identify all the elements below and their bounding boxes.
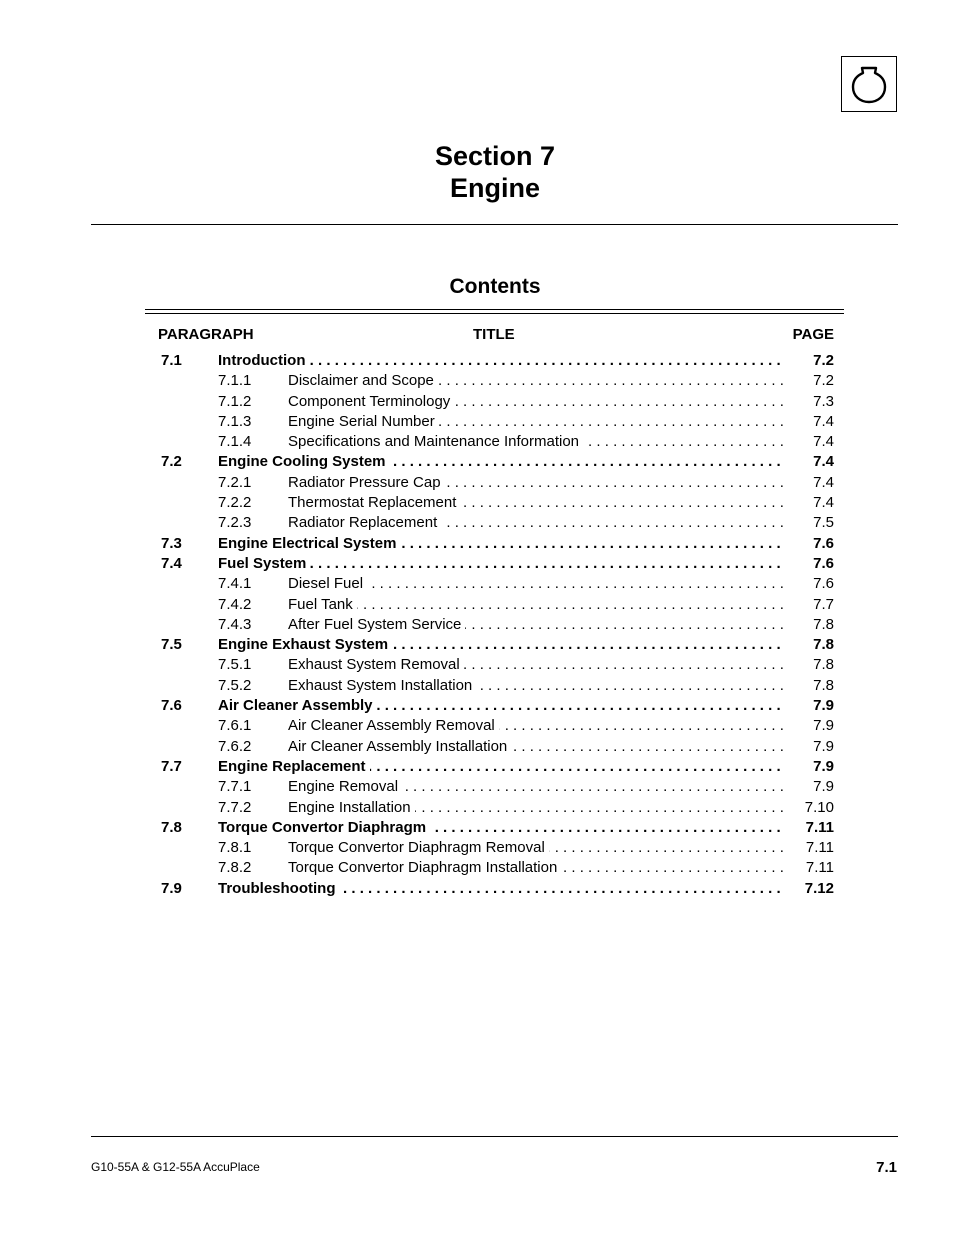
column-header-paragraph: PARAGRAPH [158, 326, 254, 343]
footer-divider [91, 1136, 898, 1137]
toc-entry-page: 7.12 [804, 879, 834, 897]
toc-entry-number: 7.7.1 [218, 778, 252, 796]
toc-entry-leader [288, 777, 784, 797]
toc-entry[interactable] [0, 392, 954, 412]
toc-entry-title: Radiator Replacement [288, 514, 441, 531]
contents-rule-top [145, 309, 844, 310]
toc-entry-title: Torque Convertor Diaphragm [218, 819, 430, 836]
column-header-page: PAGE [792, 326, 834, 343]
toc-entry-title: Fuel System [218, 555, 310, 572]
toc-entry-leader [288, 655, 784, 675]
toc-entry-page: 7.2 [813, 352, 834, 369]
toc-entry-title: Troubleshooting [218, 880, 340, 897]
toc-entry-leader [288, 392, 784, 412]
toc-entry[interactable] [0, 716, 954, 736]
toc-entry-leader [288, 716, 784, 736]
toc-entry-leader [288, 615, 784, 635]
section-name: Engine [449, 173, 540, 203]
toc-entry-title: Exhaust System Removal [288, 656, 464, 673]
toc-entry-number: 7.1.4 [218, 433, 252, 451]
toc-entry-page: 7.8 [813, 615, 834, 633]
toc-entry-number: 7.8.1 [218, 839, 252, 857]
toc-entry-title: Engine Exhaust System [218, 636, 392, 653]
footer-page-number: 7.1 [876, 1159, 897, 1176]
toc-entry-page: 7.4 [813, 412, 834, 430]
toc-entry[interactable] [0, 818, 954, 838]
toc-entry-title: Component Terminology [288, 393, 454, 410]
toc-entry-title: Torque Convertor Diaphragm Removal [288, 839, 549, 856]
toc-entry-number: 7.7.2 [218, 798, 252, 816]
toc-entry-title: Thermostat Replacement [288, 494, 460, 511]
toc-entry-number: 7.4 [161, 554, 182, 572]
toc-entry-page: 7.11 [805, 859, 834, 877]
toc-entry-number: 7.4.2 [218, 595, 252, 613]
section-label: Section 7 [434, 141, 556, 171]
toc-entry[interactable] [0, 432, 954, 452]
toc-entry-title: Engine Serial Number [288, 413, 439, 430]
toc-entry-number: 7.8.2 [218, 859, 252, 877]
toc-entry-page: 7.6 [813, 534, 834, 552]
engine-icon [841, 56, 897, 112]
toc-entry-title: Engine Installation [288, 799, 415, 816]
header-divider [91, 224, 898, 225]
toc-entry-title: Torque Convertor Diaphragm Installation [288, 859, 561, 876]
toc-entry[interactable] [0, 371, 954, 391]
toc-entry-number: 7.8 [161, 818, 182, 836]
toc-entry[interactable] [0, 635, 954, 655]
toc-entry-leader [218, 534, 784, 554]
toc-entry-number: 7.5.2 [218, 676, 252, 694]
toc-entry-page: 7.9 [813, 778, 834, 796]
toc-entry-page: 7.9 [813, 697, 834, 715]
toc-entry[interactable] [0, 513, 954, 533]
toc-entry[interactable] [0, 696, 954, 716]
toc-entry[interactable] [0, 676, 954, 696]
toc-entry-leader [218, 351, 784, 371]
toc-entry-number: 7.9 [161, 879, 182, 897]
toc-entry-leader [288, 858, 784, 878]
toc-entry[interactable] [0, 534, 954, 554]
toc-entry[interactable] [0, 473, 954, 493]
toc-entry-page: 7.8 [813, 676, 834, 694]
toc-entry-title: Air Cleaner Assembly Removal [288, 717, 499, 734]
toc-entry[interactable] [0, 554, 954, 574]
toc-entry-title: Fuel Tank [288, 596, 357, 613]
toc-entry[interactable] [0, 452, 954, 472]
toc-entry-leader [288, 595, 784, 615]
toc-entry-page: 7.5 [813, 514, 834, 532]
toc-entry-number: 7.2.1 [218, 473, 252, 491]
toc-entry-page: 7.4 [813, 473, 834, 491]
toc-entry[interactable] [0, 798, 954, 818]
toc-entry-leader [288, 371, 784, 391]
toc-entry-leader [218, 554, 784, 574]
toc-entry-number: 7.2.3 [218, 514, 252, 532]
contents-heading: Contents [449, 275, 541, 298]
toc-entry-leader [288, 737, 784, 757]
toc-entry-title: Engine Removal [288, 778, 402, 795]
toc-entry[interactable] [0, 858, 954, 878]
toc-entry-number: 7.1 [161, 352, 182, 369]
toc-entry-page: 7.4 [813, 433, 834, 451]
toc-entry-number: 7.6 [161, 697, 182, 715]
toc-entry-title: Engine Cooling System [218, 453, 390, 470]
toc-entry-page: 7.9 [813, 737, 834, 755]
toc-entry-leader [218, 879, 784, 899]
toc-entry-page: 7.7 [813, 595, 834, 613]
toc-entry-title: Engine Replacement [218, 758, 370, 775]
toc-entry-number: 7.6.1 [218, 717, 252, 735]
toc-entry[interactable] [0, 655, 954, 675]
toc-entry-page: 7.3 [813, 392, 834, 410]
toc-entry-title: After Fuel System Service [288, 616, 465, 633]
toc-entry[interactable] [0, 574, 954, 594]
toc-entry-title: Disclaimer and Scope [288, 372, 438, 389]
toc-entry-page: 7.6 [813, 575, 834, 593]
toc-entry-title: Exhaust System Installation [288, 677, 476, 694]
toc-entry-page: 7.4 [813, 494, 834, 512]
toc-entry-page: 7.4 [813, 453, 834, 471]
toc-entry-leader [218, 757, 784, 777]
toc-entry-leader [288, 493, 784, 513]
toc-entry-title: Engine Electrical System [218, 535, 400, 552]
toc-entry-leader [218, 452, 784, 472]
toc-entry-leader [288, 513, 784, 533]
toc-entry-page: 7.2 [813, 372, 834, 390]
toc-entry-title: Introduction [218, 352, 309, 369]
toc-entry[interactable] [0, 777, 954, 797]
toc-entry-leader [288, 574, 784, 594]
toc-entry-number: 7.2 [161, 453, 182, 471]
toc-entry-leader [218, 818, 784, 838]
toc-entry-page: 7.8 [813, 636, 834, 654]
toc-entry-page: 7.10 [804, 798, 834, 816]
toc-entry[interactable] [0, 493, 954, 513]
toc-entry-leader [288, 676, 784, 696]
toc-entry[interactable] [0, 412, 954, 432]
toc-entry-leader [218, 696, 784, 716]
toc-entry[interactable] [0, 595, 954, 615]
table-of-contents [0, 351, 954, 899]
toc-entry-leader [288, 838, 784, 858]
toc-entry-leader [288, 798, 784, 818]
toc-entry-leader [218, 635, 784, 655]
toc-entry-title: Radiator Pressure Cap [288, 474, 445, 491]
toc-entry-page: 7.9 [813, 757, 834, 775]
column-header-title: TITLE [473, 326, 515, 343]
toc-entry-number: 7.7 [161, 757, 182, 775]
toc-entry-number: 7.6.2 [218, 737, 252, 755]
toc-entry-number: 7.1.2 [218, 392, 252, 410]
toc-entry-page: 7.9 [813, 717, 834, 735]
toc-entry-number: 7.4.3 [218, 615, 252, 633]
toc-entry-page: 7.6 [813, 554, 834, 572]
footer-model: G10-55A & G12-55A AccuPlace [91, 1160, 260, 1174]
toc-entry-leader [288, 473, 784, 493]
toc-entry-title: Diesel Fuel [288, 575, 367, 592]
toc-entry-number: 7.5 [161, 636, 182, 654]
toc-entry-number: 7.1.3 [218, 412, 252, 430]
toc-entry[interactable] [0, 879, 954, 899]
toc-entry[interactable] [0, 615, 954, 635]
toc-entry-number: 7.5.1 [218, 656, 252, 674]
toc-entry-page: 7.11 [805, 839, 834, 857]
toc-entry-title: Air Cleaner Assembly Installation [288, 738, 511, 755]
toc-entry-leader [288, 432, 784, 452]
toc-entry[interactable] [0, 838, 954, 858]
toc-entry[interactable] [0, 737, 954, 757]
toc-entry-title: Air Cleaner Assembly [218, 697, 377, 714]
toc-entry-number: 7.3 [161, 534, 182, 552]
toc-entry-leader [288, 412, 784, 432]
toc-entry[interactable] [0, 757, 954, 777]
toc-entry-number: 7.4.1 [218, 575, 252, 593]
toc-entry-page: 7.8 [813, 656, 834, 674]
toc-entry[interactable] [0, 351, 954, 371]
toc-entry-page: 7.11 [805, 818, 834, 836]
toc-entry-number: 7.1.1 [218, 372, 252, 390]
toc-entry-title: Specifications and Maintenance Information [288, 433, 583, 450]
contents-rule-bottom [145, 313, 844, 314]
toc-entry-number: 7.2.2 [218, 494, 252, 512]
